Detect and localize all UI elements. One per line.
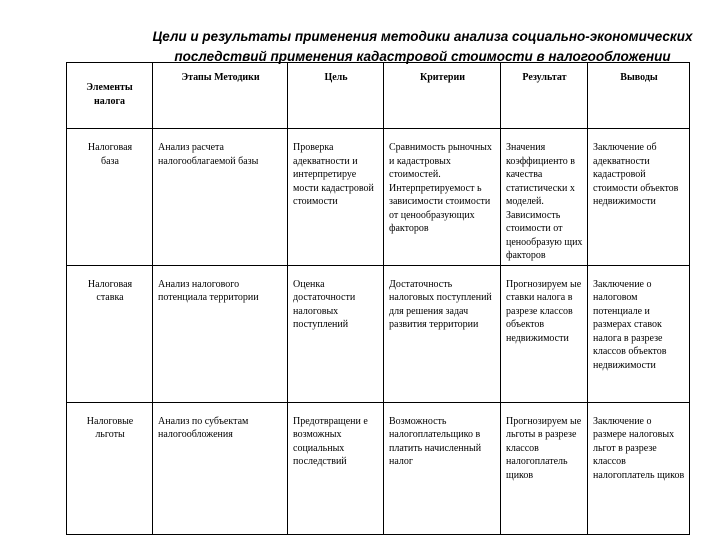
methodology-table: [66, 62, 690, 535]
table-row: [67, 402, 690, 534]
criteria-cell: Достаточность налоговых поступлений для решения задач развития территории: [384, 265, 501, 402]
column-header-stages: Этапы Методики: [153, 63, 288, 129]
goal-cell: Оценка достаточности налоговых поступлений: [288, 265, 384, 402]
row-element-cell: Налоговая ставка: [67, 265, 153, 402]
title-line-1: Цели и результаты применения методики анализа социально-экономических: [152, 29, 693, 44]
table-header-row: [67, 63, 690, 129]
title-line-2: последствий применения кадастровой стоимости в налогообложении: [174, 49, 671, 64]
stage-cell: Анализ налогового потенциала территории: [153, 265, 288, 402]
row-element-cell: Налоговая база: [67, 129, 153, 266]
corner-label: Элементы налога: [86, 82, 133, 107]
goal-cell: Предотвращени е возможных социальных последствий: [288, 402, 384, 534]
conclusion-cell: Заключение об адекватности кадастровой стоимости объектов недвижимости: [588, 129, 690, 266]
column-header-criteria: Критерии: [384, 63, 501, 129]
column-header-goal: Цель: [288, 63, 384, 129]
conclusion-cell: Заключение о размере налоговых льгот в разрезе классов налогоплатель щиков: [588, 402, 690, 534]
result-cell: Значения коэффициенто в качества статистически х моделей. Зависимость стоимости от ценообразую щих факторов: [501, 129, 588, 266]
table-row: [67, 265, 690, 402]
stage-cell: Анализ по субъектам налогообложения: [153, 402, 288, 534]
result-cell: Прогнозируем ые ставки налога в разрезе классов объектов недвижимости: [501, 265, 588, 402]
corner-header-cell: [67, 63, 153, 129]
criteria-cell: Сравнимость рыночных и кадастровых стоимостей. Интерпретируемост ь зависимости стоимости от ценообразующих факторов: [384, 129, 501, 266]
table-row: [67, 129, 690, 266]
goal-cell: Проверка адекватности и интерпретируе мости кадастровой стоимости: [288, 129, 384, 266]
stage-cell: Анализ расчета налогооблагаемой базы: [153, 129, 288, 266]
conclusion-cell: Заключение о налоговом потенциале и размерах ставок налога в разрезе классов объектов недвижимости: [588, 265, 690, 402]
result-cell: Прогнозируем ые льготы в разрезе классов налогоплатель щиков: [501, 402, 588, 534]
row-element-cell: Налоговые льготы: [67, 402, 153, 534]
criteria-cell: Возможность налогоплательщико в платить начисленный налог: [384, 402, 501, 534]
page-title: [150, 27, 695, 67]
column-header-conclusions: Выводы: [588, 63, 690, 129]
column-header-result: Результат: [501, 63, 588, 129]
